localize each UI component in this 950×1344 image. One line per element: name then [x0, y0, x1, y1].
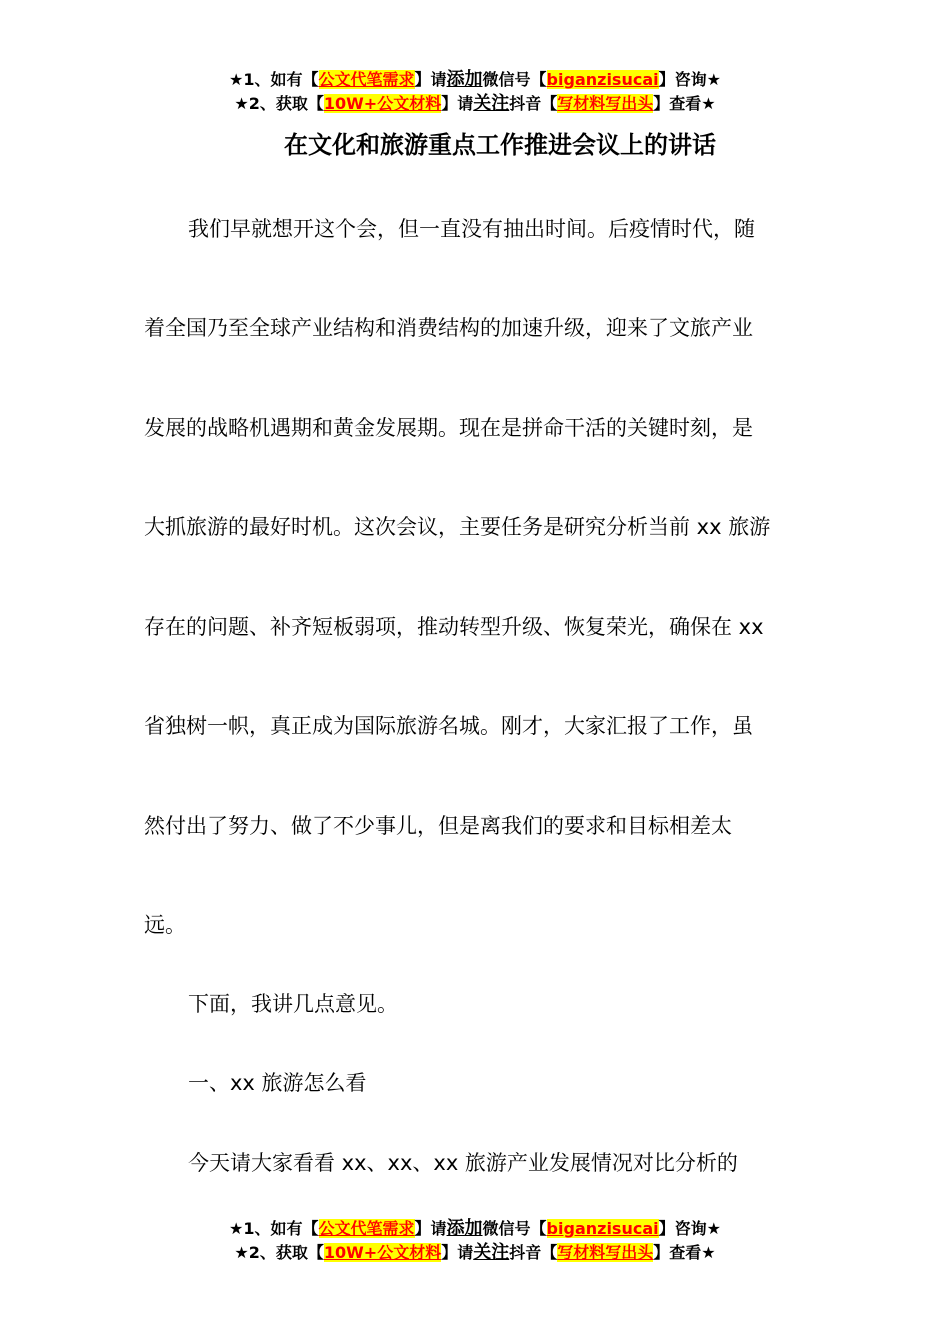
- banner-text: ★1、如有【: [229, 1219, 319, 1238]
- banner-line-1: [0, 1217, 950, 1241]
- banner-highlight: 10W+公文材料: [323, 94, 442, 113]
- banner-highlight: 公文代笔需求: [318, 70, 415, 89]
- body-line: 远。: [144, 913, 186, 937]
- body-line: 着全国乃至全球产业结构和消费结构的加速升级，迎来了文旅产业: [144, 316, 753, 340]
- document-title: 在文化和旅游重点工作推进会议上的讲话: [284, 131, 716, 159]
- body-line: 省独树一帜，真正成为国际旅游名城。刚才，大家汇报了工作，虽: [144, 714, 753, 738]
- banner-emphasis: 关注: [473, 93, 510, 114]
- banner-text: 】查看★: [653, 1243, 716, 1262]
- banner-line-1: [0, 68, 950, 92]
- banner-emphasis: 添加: [446, 69, 483, 90]
- banner-text: ★2、获取【: [234, 94, 324, 113]
- body-line: 下面，我讲几点意见。: [188, 992, 398, 1016]
- body-line: 存在的问题、补齐短板弱项，推动转型升级、恢复荣光，确保在 xx: [144, 615, 764, 639]
- banner-text: 】咨询★: [658, 70, 721, 89]
- footer-banner: [0, 1217, 950, 1265]
- body-line: 我们早就想开这个会，但一直没有抽出时间。后疫情时代，随: [188, 217, 755, 241]
- banner-line-2: [0, 1241, 950, 1265]
- banner-text: ★1、如有【: [229, 70, 319, 89]
- body-line: 今天请大家看看 xx、xx、xx 旅游产业发展情况对比分析的: [188, 1151, 738, 1175]
- banner-text: 抖音【: [509, 94, 558, 113]
- banner-highlight: 写材料写出头: [557, 94, 654, 113]
- banner-emphasis: 关注: [473, 1242, 510, 1263]
- banner-text: 】咨询★: [658, 1219, 721, 1238]
- banner-text: 】查看★: [653, 94, 716, 113]
- banner-text: 】请: [441, 1243, 474, 1262]
- banner-text: 微信号【: [482, 70, 547, 89]
- section-heading: 一、xx 旅游怎么看: [188, 1071, 367, 1095]
- banner-highlight: biganzisucai: [546, 70, 659, 89]
- banner-text: 】请: [441, 94, 474, 113]
- banner-line-2: [0, 92, 950, 116]
- banner-highlight: 公文代笔需求: [318, 1219, 415, 1238]
- banner-text: 抖音【: [509, 1243, 558, 1262]
- header-banner: [0, 68, 950, 116]
- banner-highlight: 10W+公文材料: [323, 1243, 442, 1262]
- body-line: 大抓旅游的最好时机。这次会议，主要任务是研究分析当前 xx 旅游: [144, 515, 771, 539]
- banner-text: 】请: [414, 1219, 447, 1238]
- banner-highlight: biganzisucai: [546, 1219, 659, 1238]
- body-line: 发展的战略机遇期和黄金发展期。现在是拼命干活的关键时刻，是: [144, 416, 753, 440]
- banner-emphasis: 添加: [446, 1218, 483, 1239]
- banner-highlight: 写材料写出头: [557, 1243, 654, 1262]
- banner-text: ★2、获取【: [234, 1243, 324, 1262]
- body-line: 然付出了努力、做了不少事儿，但是离我们的要求和目标相差太: [144, 814, 732, 838]
- banner-text: 】请: [414, 70, 447, 89]
- banner-text: 微信号【: [482, 1219, 547, 1238]
